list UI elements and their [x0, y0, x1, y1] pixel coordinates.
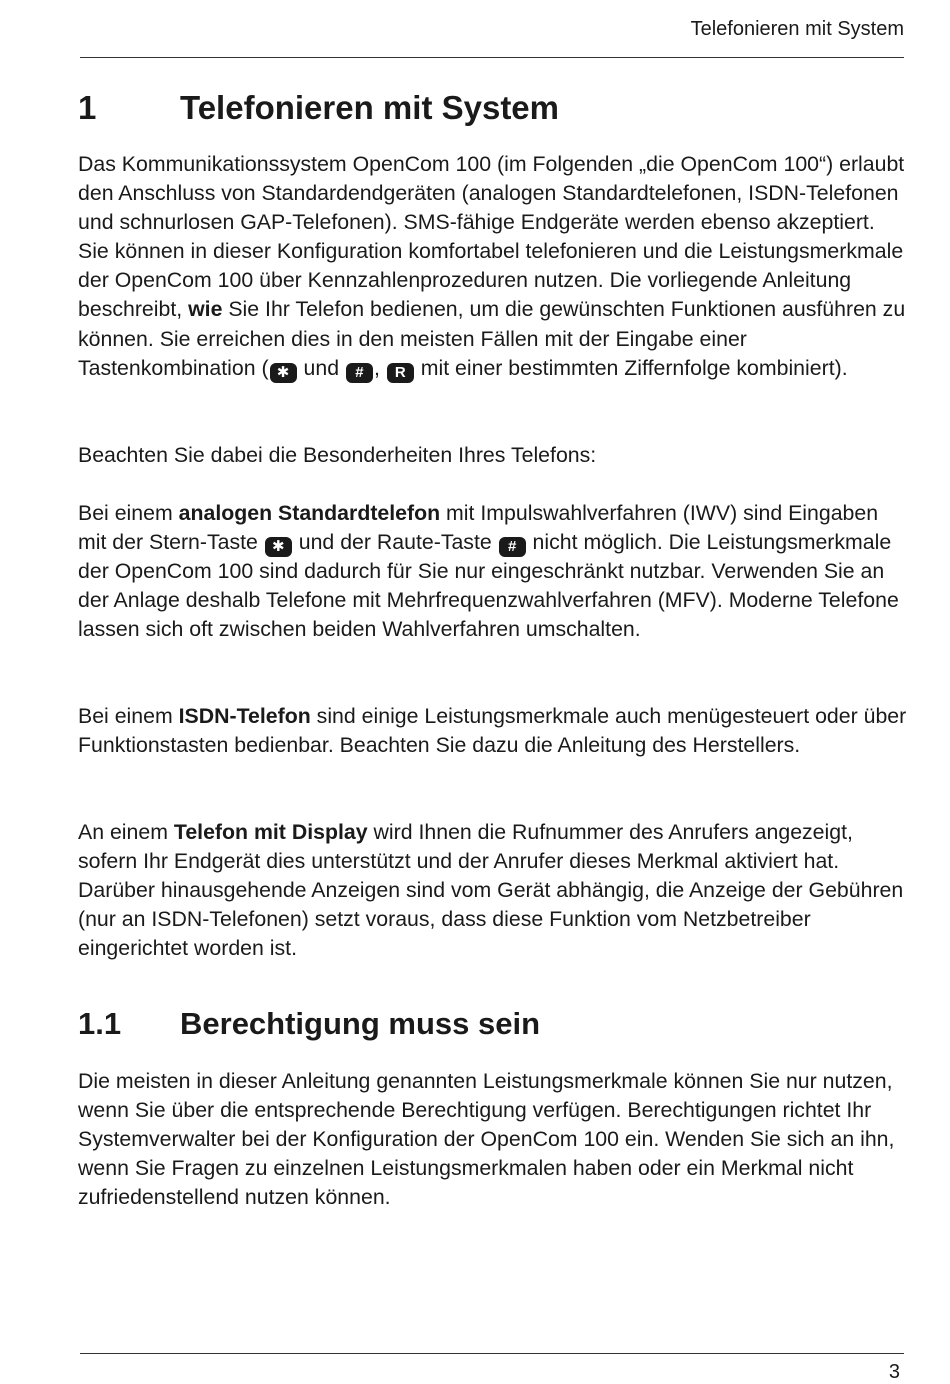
hash-key-icon: #: [499, 537, 526, 557]
text-run: wird Ihnen die Rufnummer des Anrufers angezeigt, sofern Ihr Endgerät dies unterstützt und der Anrufer dieses Merkmal aktiviert hat. Darüber hinausgehende Anzeigen sind vom Gerät abhängig, die Anzeige der Gebühren (nur an ISDN-Telefonen) setzt voraus, dass diese Funktion vom Netzbetreiber eingerichtet worden ist.: [78, 820, 904, 961]
bold-text: Telefon mit Display: [173, 820, 368, 844]
bold-text: analogen Standardtelefon: [178, 501, 441, 525]
text-run: ,: [373, 355, 386, 380]
text-run: mit einer bestimmten Ziffernfolge kombiniert).: [414, 355, 848, 380]
text-run: sind einige Leistungsmerkmale auch menügesteuert oder über Funktionstasten bedienbar. Beachten Sie dazu die Anleitung des Herstellers.: [78, 704, 907, 758]
text-run: Bei einem: [78, 501, 179, 525]
running-header: Telefonieren mit System: [690, 18, 904, 40]
footer-divider: [80, 1353, 904, 1354]
analog-phone-paragraph: [78, 499, 908, 644]
bold-text: ISDN-Telefon: [178, 704, 311, 728]
section-heading-1: [78, 88, 559, 128]
text-run: Sie Ihr Telefon bedienen, um die gewünschten Funktionen ausführen zu können. Sie erreichen dies in den meisten Fällen mit der Eingabe einer Tastenkombination (: [78, 297, 906, 380]
display-phone-paragraph: [78, 818, 908, 963]
phone-notice-paragraph: Beachten Sie dabei die Besonderheiten Ihres Telefons:: [78, 443, 597, 467]
star-key-icon: ✱: [265, 537, 292, 557]
star-key-icon: ✱: [270, 363, 297, 383]
page-number: 3: [888, 1361, 900, 1383]
section-number: 1.1: [78, 1006, 122, 1041]
isdn-phone-paragraph: [78, 702, 908, 760]
permission-paragraph: Die meisten in dieser Anleitung genannten Leistungsmerkmale können Sie nur nutzen, wenn Sie über die entsprechende Berechtigung verfügen. Berechtigungen richtet Ihr Systemverwalter bei der Konfiguration der OpenCom 100 ein. Wenden Sie sich an ihn, wenn Sie Fragen zu einzelnen Leistungsmerkmalen haben oder ein Merkmal nicht zufriedenstellend nutzen können.: [78, 1069, 895, 1210]
section-title: Telefonieren mit System: [180, 89, 560, 126]
text-run: nicht möglich. Die Leistungsmerkmale der OpenCom 100 sind dadurch für Sie nur eingeschränkt nutzbar. Verwenden Sie an der Anlage deshalb Telefone mit Mehrfrequenzwahlverfahren (MFV). Moderne Telefone lassen sich oft zwischen beiden Wahlverfahren umschalten.: [78, 530, 899, 642]
hash-key-icon: #: [346, 363, 373, 383]
section-heading-1-1: [78, 1005, 540, 1043]
text-run: mit Impulswahlverfahren (IWV) sind Eingaben mit der Stern-Taste: [78, 501, 879, 555]
text-run: und: [297, 355, 345, 380]
text-run: Das Kommunikationssystem OpenCom 100 (im Folgenden „die OpenCom 100“) erlaubt den Anschluss von Standardendgeräten (analogen Standardtelefonen, ISDN-Telefonen und schnurlosen GAP-Telefonen). SMS-fähige Endgeräte werden ebenso akzeptiert. Sie können in dieser Konfiguration komfortabel telefonieren und die Leistungsmerkmale der OpenCom 100 über Kennzahlenprozeduren nutzen. Die vorliegende Anleitung beschreibt,: [78, 152, 905, 322]
text-run: Bei einem: [78, 704, 179, 728]
section-title: Berechtigung muss sein: [180, 1006, 541, 1041]
header-divider: [80, 57, 904, 58]
intro-paragraph: [78, 150, 908, 383]
text-run: und der Raute-Taste: [292, 530, 498, 555]
text-run: An einem: [78, 820, 174, 844]
r-key-icon: R: [387, 363, 414, 383]
section-number: 1: [78, 89, 97, 126]
bold-text: wie: [188, 297, 223, 322]
